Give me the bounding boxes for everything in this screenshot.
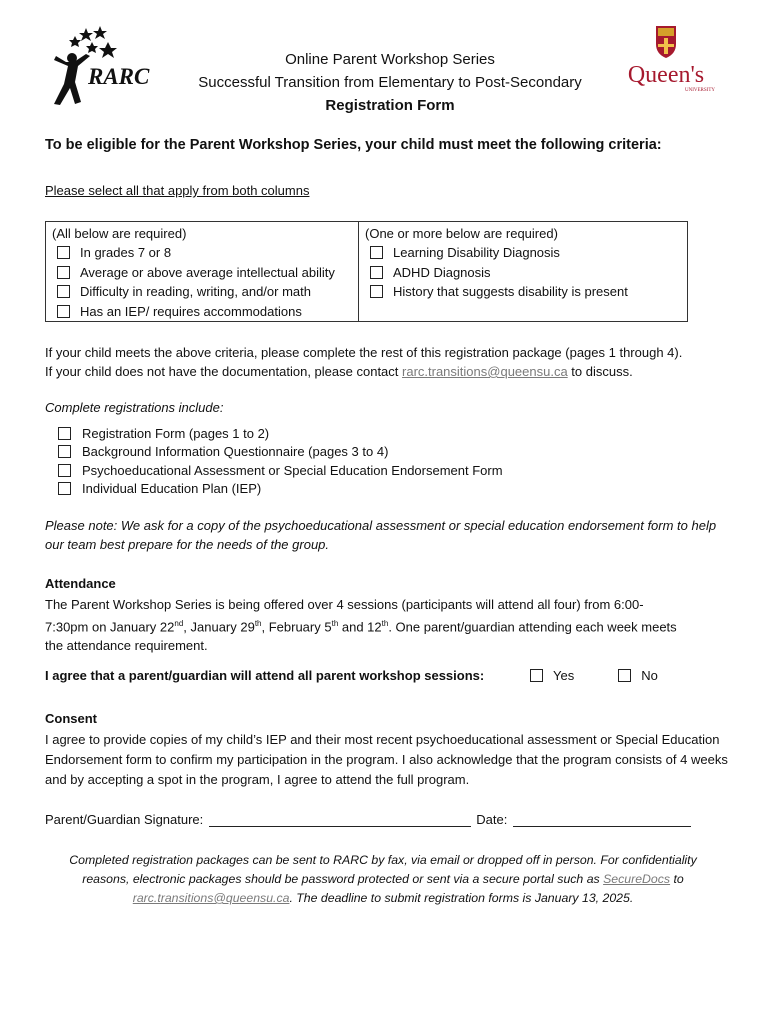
header (170, 48, 610, 117)
meets-criteria-text: If your child meets the above criteria, please complete the rest of this registration package (pages 1 through 4). If your child does not have the documentation, please contact rarc.transitions@queensu.ca to discuss. (45, 345, 683, 379)
yes-checkbox[interactable] (530, 669, 543, 682)
signature-row (45, 812, 691, 827)
no-option[interactable]: No (618, 668, 658, 683)
criteria-item[interactable]: Average or above average intellectual ability (57, 263, 352, 283)
criteria-item[interactable]: Learning Disability Diagnosis (370, 243, 681, 263)
agreement-question: I agree that a parent/guardian will attend all parent workshop sessions: (45, 668, 485, 683)
form-title: Registration Form (325, 97, 455, 114)
criteria-item[interactable]: In grades 7 or 8 (57, 243, 352, 263)
criteria-item[interactable]: Has an IEP/ requires accommodations (57, 302, 352, 322)
eligibility-heading: To be eligible for the Parent Workshop Series, your child must meet the following criteria: (45, 137, 662, 153)
queens-university-logo (622, 24, 722, 96)
attendance-agreement (45, 668, 745, 683)
checkbox[interactable] (57, 285, 70, 298)
footer-email-link[interactable]: rarc.transitions@queensu.ca (132, 891, 290, 905)
select-note: Please select all that apply from both columns (45, 183, 310, 198)
rarc-logo-text: RARC (88, 64, 150, 89)
rarc-logo (42, 22, 162, 114)
checkbox[interactable] (58, 427, 71, 440)
checkbox[interactable] (57, 246, 70, 259)
queens-logo-text: Queen's (627, 62, 705, 88)
checkbox[interactable] (58, 445, 71, 458)
checkbox[interactable] (57, 305, 70, 318)
criteria-item[interactable]: Difficulty in reading, writing, and/or math (57, 282, 352, 302)
checkbox[interactable] (370, 246, 383, 259)
signature-label: Parent/Guardian Signature: (45, 812, 204, 827)
contact-email-link[interactable]: rarc.transitions@queensu.ca (402, 364, 568, 379)
checkbox[interactable] (58, 464, 71, 477)
queens-logo-subtext: UNIVERSITY (685, 88, 715, 93)
checkbox[interactable] (370, 285, 383, 298)
yes-option[interactable]: Yes (530, 668, 574, 683)
no-checkbox[interactable] (618, 669, 631, 682)
consent-text: I agree to provide copies of my child’s IEP and their most recent psychoeducational assessment or Special Education Endorsement form to confirm my participation in the program. I also acknowledge that the program consists of 4 weeks and by accepting a spot in the program, I agree to attend the full program. (45, 732, 728, 787)
attendance-section: Attendance The Parent Workshop Series is being offered over 4 sessions (participants will attend all four) from 6:00- 7:30pm on January 22nd, January 29th, February 5th and 12th. One parent/guardian attending each week meets the attendance requirement. (45, 574, 735, 655)
complete-registrations-heading: Complete registrations include: (45, 400, 224, 415)
series-title: Online Parent Workshop Series (285, 51, 495, 68)
complete-registrations-list (58, 424, 503, 498)
criteria-table (45, 221, 688, 322)
required-column (46, 222, 359, 322)
criteria-item[interactable]: History that suggests disability is present (370, 282, 681, 302)
signature-field[interactable] (209, 812, 471, 827)
required-column-header: (All below are required) (52, 226, 187, 241)
checkbox[interactable] (370, 266, 383, 279)
list-item[interactable]: Background Information Questionnaire (pages 3 to 4) (58, 443, 503, 462)
submission-note: Completed registration packages can be sent to RARC by fax, via email or dropped off in person. For confidentiality reasons, electronic packages should be password protected or sent via a secure portal such as SecureDocs to rarc.transitions@queensu.ca. The deadline to submit registration forms is January 13, 2025. (69, 853, 697, 905)
checkbox[interactable] (58, 482, 71, 495)
please-note: Please note: We ask for a copy of the psychoeducational assessment or special education endorsement form to help our team best prepare for the needs of the group. (45, 518, 717, 552)
list-item[interactable]: Psychoeducational Assessment or Special Education Endorsement Form (58, 461, 503, 480)
consent-heading: Consent (45, 711, 97, 726)
list-item[interactable]: Registration Form (pages 1 to 2) (58, 424, 503, 443)
date-label: Date: (476, 812, 508, 827)
criteria-item[interactable]: ADHD Diagnosis (370, 263, 681, 283)
one-or-more-column (359, 222, 688, 322)
securedocs-link[interactable]: SecureDocs (603, 872, 671, 886)
list-item[interactable]: Individual Education Plan (IEP) (58, 480, 503, 499)
checkbox[interactable] (57, 266, 70, 279)
series-subtitle: Successful Transition from Elementary to Post-Secondary (198, 74, 582, 91)
attendance-heading: Attendance (45, 576, 116, 591)
consent-section (45, 709, 735, 790)
one-or-more-column-header: (One or more below are required) (365, 226, 558, 241)
date-field[interactable] (513, 812, 691, 827)
